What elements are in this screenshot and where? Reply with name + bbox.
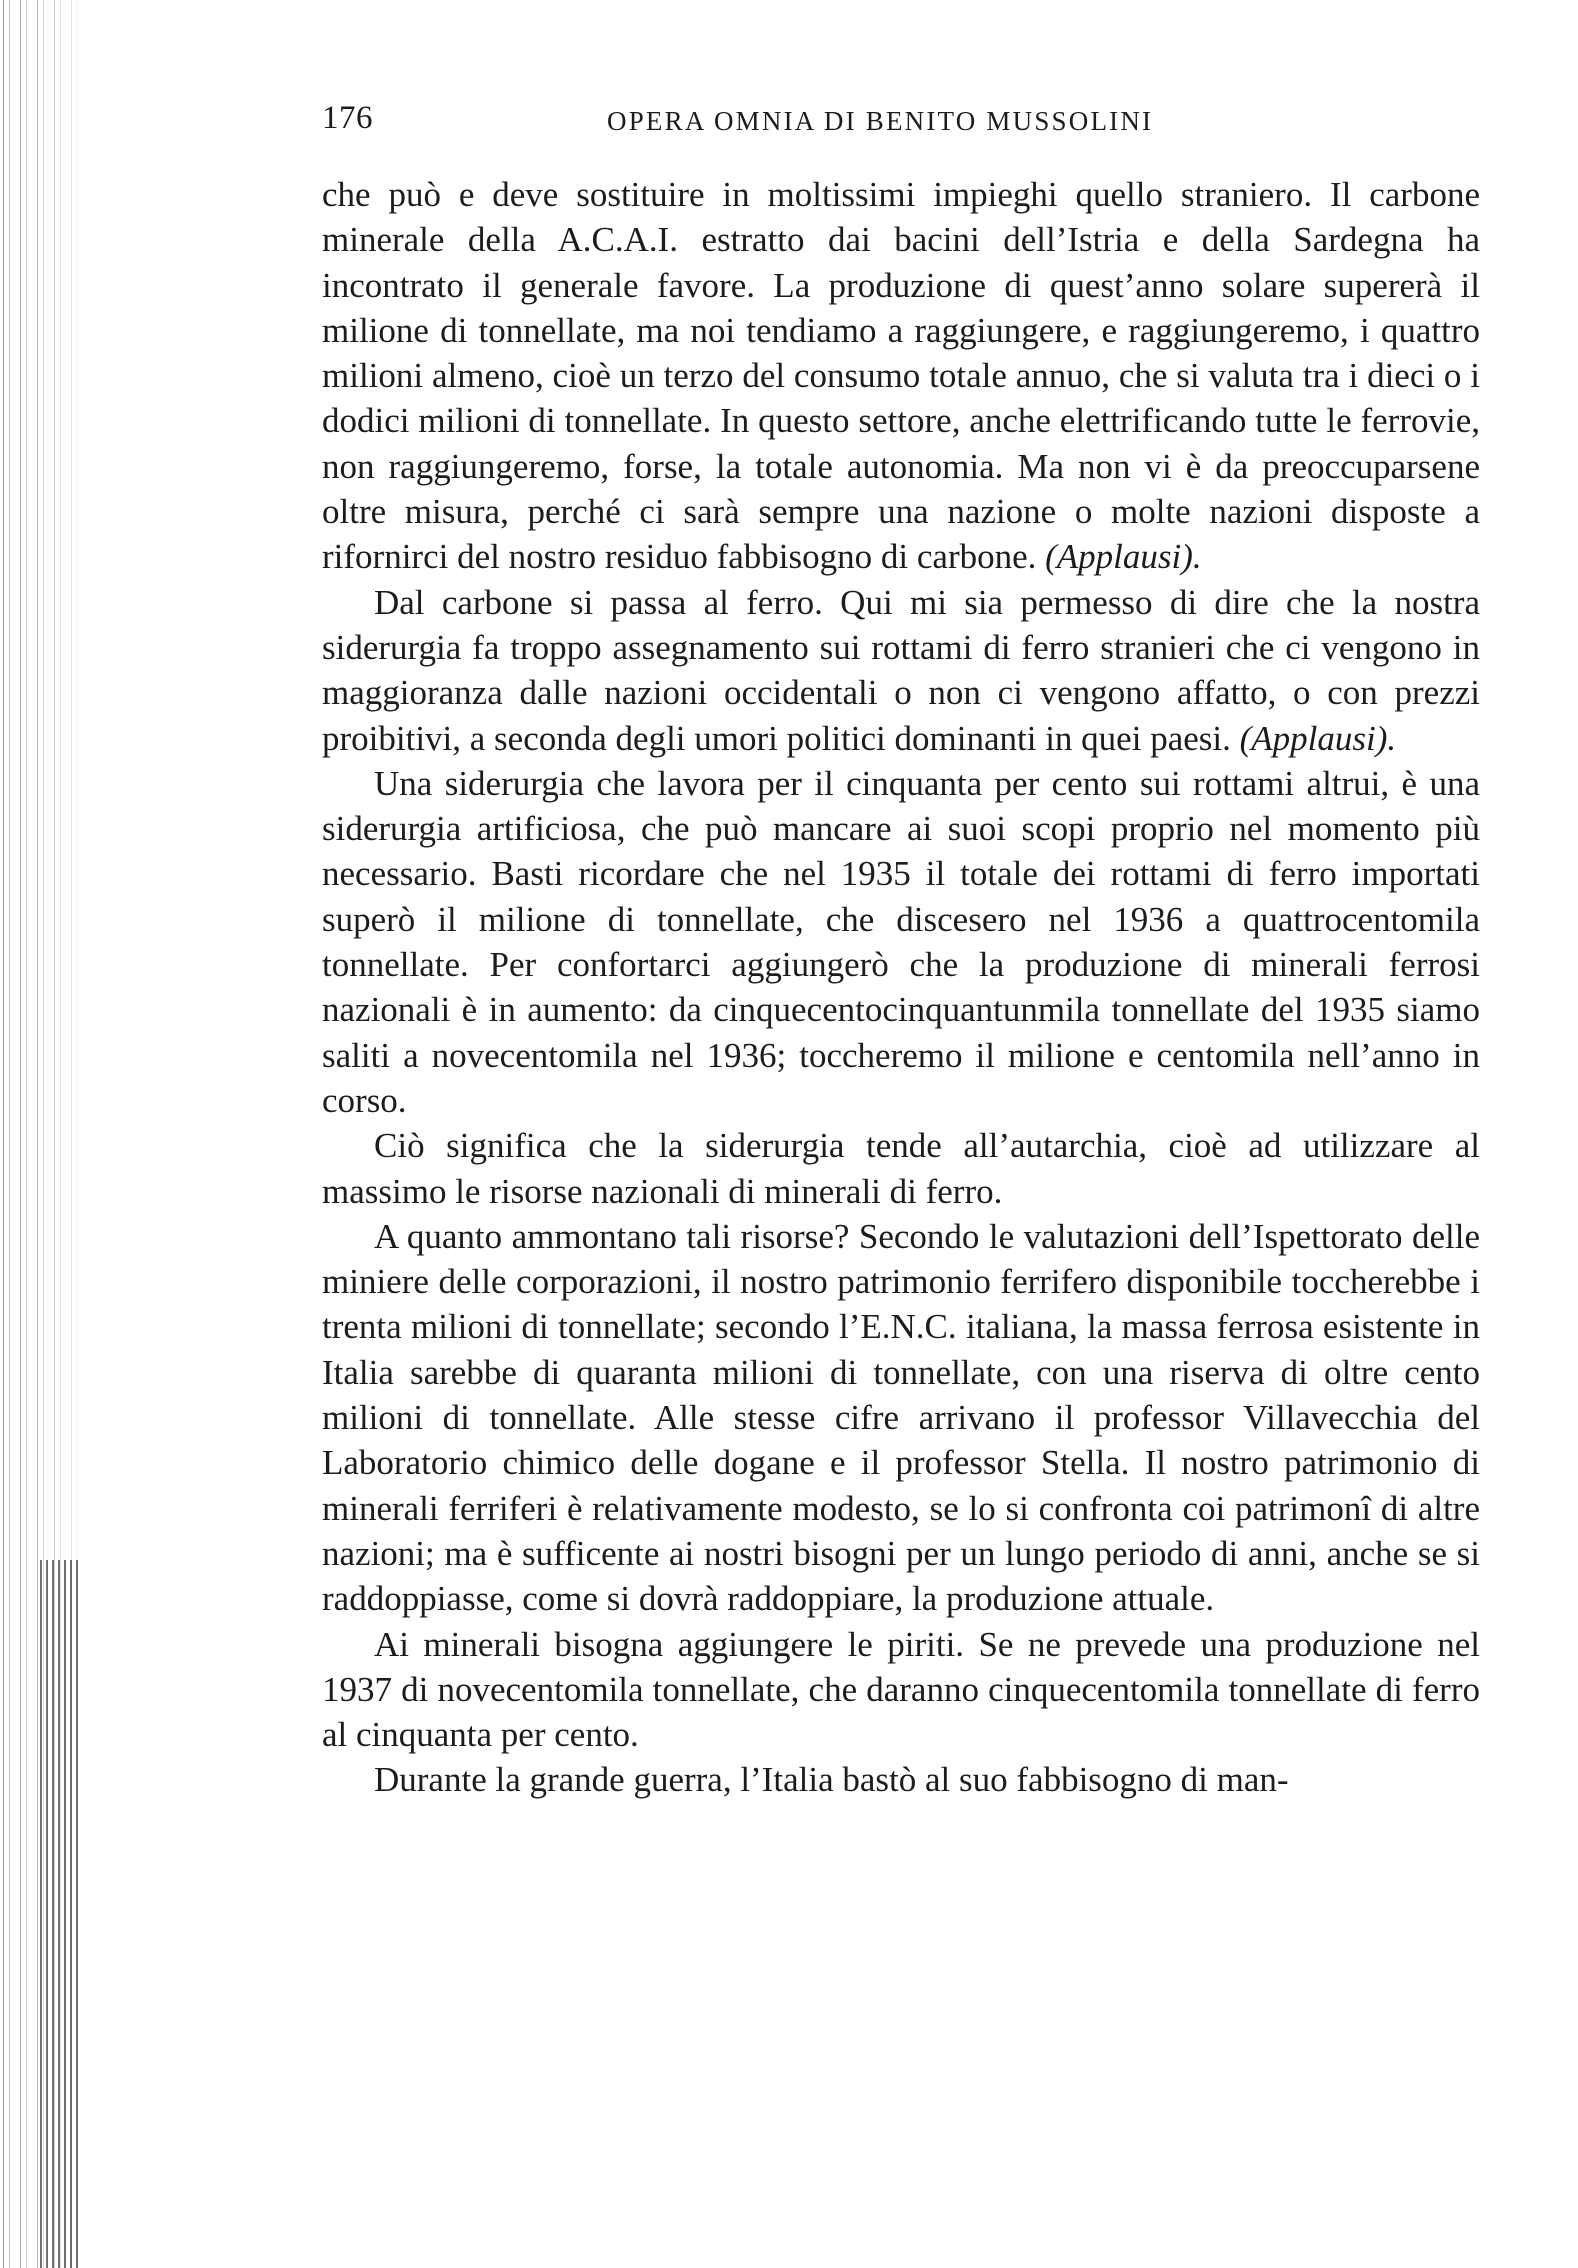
paragraph-5	[322, 1214, 1480, 1622]
paragraph-1	[322, 172, 1480, 580]
body-text	[322, 172, 1480, 1803]
paragraph-6	[322, 1622, 1480, 1758]
applause-note: (Applausi).	[1045, 537, 1202, 577]
page-number: 176	[322, 100, 373, 136]
paragraph-2	[322, 580, 1480, 761]
paragraph-3	[322, 761, 1480, 1123]
page-header	[322, 100, 1480, 150]
binding-edge-lower	[40, 1560, 80, 2268]
paragraph-4	[322, 1123, 1480, 1214]
applause-note: (Applausi).	[1239, 718, 1397, 758]
running-title: OPERA OMNIA DI BENITO MUSSOLINI	[607, 106, 1154, 136]
paragraph-text: Ai minerali bisogna aggiungere le piriti. Se ne prevede una produzione nel 1937 di novecentomila tonnellate, che daranno cinquecentomila tonnellate di ferro al cinquanta per cento.	[322, 1624, 1480, 1755]
paragraph-text: A quanto ammontano tali risorse? Secondo le valutazioni dell’Ispettorato delle miniere delle corporazioni, il nostro patrimonio ferrifero disponibile toccherebbe i trenta milioni di tonnellate; secondo l’E.N.C. italiana, la massa ferrosa esistente in Italia sarebbe di quaranta milioni di tonnellate, con una riserva di oltre cento milioni di tonnellate. Alle stesse cifre arrivano il professor Villavecchia del Laboratorio chimico delle dogane e il professor Stella. Il nostro patrimonio di minerali ferriferi è relativamente modesto, se lo si confronta coi patrimonî di altre nazioni; ma è sufficente ai nostri bisogni per un lungo periodo di anni, anche se si raddoppiasse, come si dovrà raddoppiare, la produzione attuale.	[322, 1216, 1480, 1619]
paragraph-text: Dal carbone si passa al ferro. Qui mi sia permesso di dire che la nostra siderurgia fa troppo assegnamento sui rottami di ferro stranieri che ci vengono in maggioranza dalle nazioni occidentali o non ci vengono affatto, o con prezzi proibitivi, a seconda degli umori politici dominanti in quei paesi.	[322, 582, 1480, 758]
paragraph-7	[322, 1757, 1480, 1802]
paragraph-text: Una siderurgia che lavora per il cinquanta per cento sui rottami altrui, è una siderurgia artificiosa, che può mancare ai suoi scopi proprio nel momento più necessario. Basti ricordare che nel 1935 il totale dei rottami di ferro importati superò il milione di tonnellate, che discesero nel 1936 a quattrocentomila tonnellate. Per confortarci aggiungerò che la produzione di minerali ferrosi nazionali è in aumento: da cinquecentocinquantunmila tonnellate del 1935 siamo saliti a novecentomila nel 1936; toccheremo il milione e centomila nell’anno in corso.	[322, 763, 1480, 1120]
paragraph-text: Durante la grande guerra, l’Italia bastò al suo fabbisogno di man-	[374, 1760, 1289, 1800]
paragraph-text: che può e deve sostituire in moltissimi impieghi quello straniero. Il carbone minerale della A.C.A.I. estratto dai bacini dell’Istria e della Sardegna ha incontrato il generale favore. La produzione di quest’anno solare supererà il milione di tonnellate, ma noi tendiamo a raggiungere, e raggiungeremo, i quattro milioni almeno, cioè un terzo del consumo totale annuo, che si valuta tra i dieci o i dodici milioni di tonnellate. In questo settore, anche elettrificando tutte le ferrovie, non raggiungeremo, forse, la totale autonomia. Ma non vi è da preoccuparsene oltre misura, perché ci sarà sempre una nazione o molte nazioni disposte a rifornirci del nostro residuo fabbisogno di carbone.	[322, 175, 1480, 577]
paragraph-text: Ciò significa che la siderurgia tende all’autarchia, cioè ad utilizzare al massimo le risorse nazionali di minerali di ferro.	[322, 1126, 1480, 1211]
